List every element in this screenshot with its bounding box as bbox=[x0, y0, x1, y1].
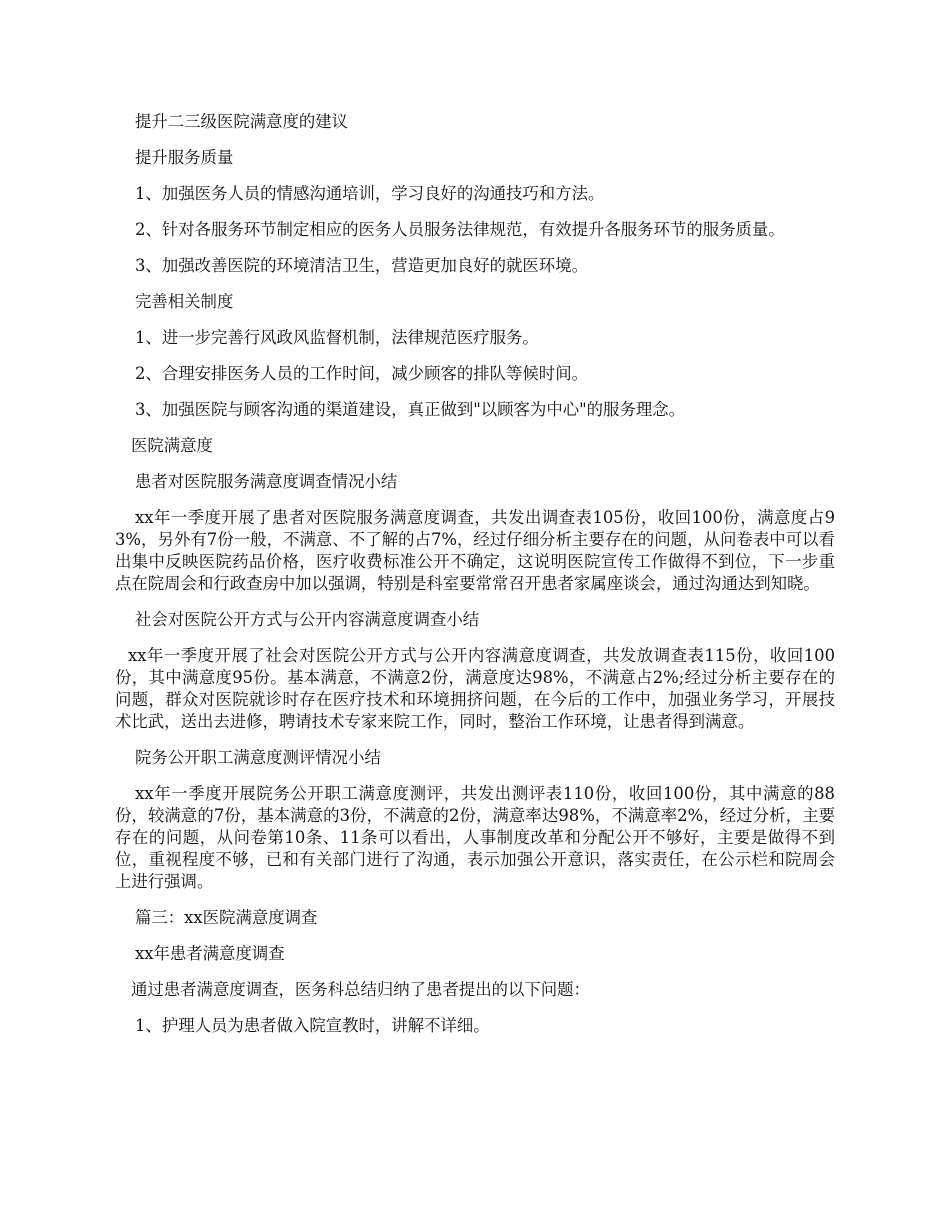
heading-staff-survey-summary: 院务公开职工满意度测评情况小结 bbox=[135, 748, 381, 767]
body-paragraph: xx年一季度开展了患者对医院服务满意度调查，共发出调查表105份，收回100份，满意度占93%，另外有7份一般，不满意、不了解的占7%，经过仔细分析主要存在的问题，从问卷表中可以看出集中反映医院药品价格，医疗收费标准公开不确定，这说明医院宣传工作做得不到位，下一步重点在院周会和行政查房中加以强调，特别是科室要常常召开患者家属座谈会，通过沟通达到知晓。 bbox=[115, 508, 835, 593]
list-item: 3、加强医院与顾客沟通的渠道建设，真正做到"以顾客为中心"的服务理念。 bbox=[135, 400, 686, 419]
heading-hospital-satisfaction: 医院满意度 bbox=[131, 436, 213, 455]
heading-hospital-satisfaction-suggestions: 提升二三级医院满意度的建议 bbox=[135, 112, 349, 131]
list-item: 2、针对各服务环节制定相应的医务人员服务法律规范，有效提升各服务环节的服务质量。 bbox=[135, 220, 785, 239]
list-item: 1、进一步完善行风政风监督机制，法律规范医疗服务。 bbox=[135, 328, 539, 347]
list-item: 2、合理安排医务人员的工作时间，减少顾客的排队等候时间。 bbox=[135, 364, 588, 383]
body-paragraph: xx年一季度开展院务公开职工满意度测评，共发出测评表110份，收回100份，其中满意的88份，较满意的7份，基本满意的3份，不满意的2份，满意率达98%，不满意率2%，经过分析，主要存在的问题，从问卷第10条、11条可以看出，人事制度改革和分配公开不够好，主要是做得不到位，重视程度不够，已和有关部门进行了沟通，表示加强公开意识，落实责任，在公示栏和院周会上进行强调。 bbox=[115, 784, 835, 891]
list-item: 3、加强改善医院的环境清洁卫生，营造更加良好的就医环境。 bbox=[135, 256, 588, 275]
list-item: 1、加强医务人员的情感沟通培训，学习良好的沟通技巧和方法。 bbox=[135, 184, 605, 203]
body-paragraph: xx年一季度开展了社会对医院公开方式与公开内容满意度调查，共发放调查表115份，收回100份，其中满意度95份。基本满意，不满意2份，满意度达98%，不满意占2%;经过分析主要存在的问题，群众对医院就诊时存在医疗技术和环境拥挤问题，在今后的工作中，加强业务学习，开展技术比武，送出去进修，聘请技术专家来院工作，同时，整治工作环境，让患者得到满意。 bbox=[115, 646, 835, 731]
heading-improve-service-quality: 提升服务质量 bbox=[135, 148, 234, 167]
body-paragraph: 通过患者满意度调查，医务科总结归纳了患者提出的以下问题： bbox=[131, 980, 590, 999]
heading-patient-survey-summary: 患者对医院服务满意度调查情况小结 bbox=[135, 472, 398, 491]
list-item: 1、护理人员为患者做入院宣教时，讲解不详细。 bbox=[135, 1016, 490, 1035]
heading-public-survey-summary: 社会对医院公开方式与公开内容满意度调查小结 bbox=[135, 610, 480, 629]
heading-improve-systems: 完善相关制度 bbox=[135, 292, 234, 311]
heading-part-three: 篇三：xx医院满意度调查 bbox=[135, 908, 318, 927]
heading-patient-survey-year: xx年患者满意度调查 bbox=[135, 944, 285, 963]
